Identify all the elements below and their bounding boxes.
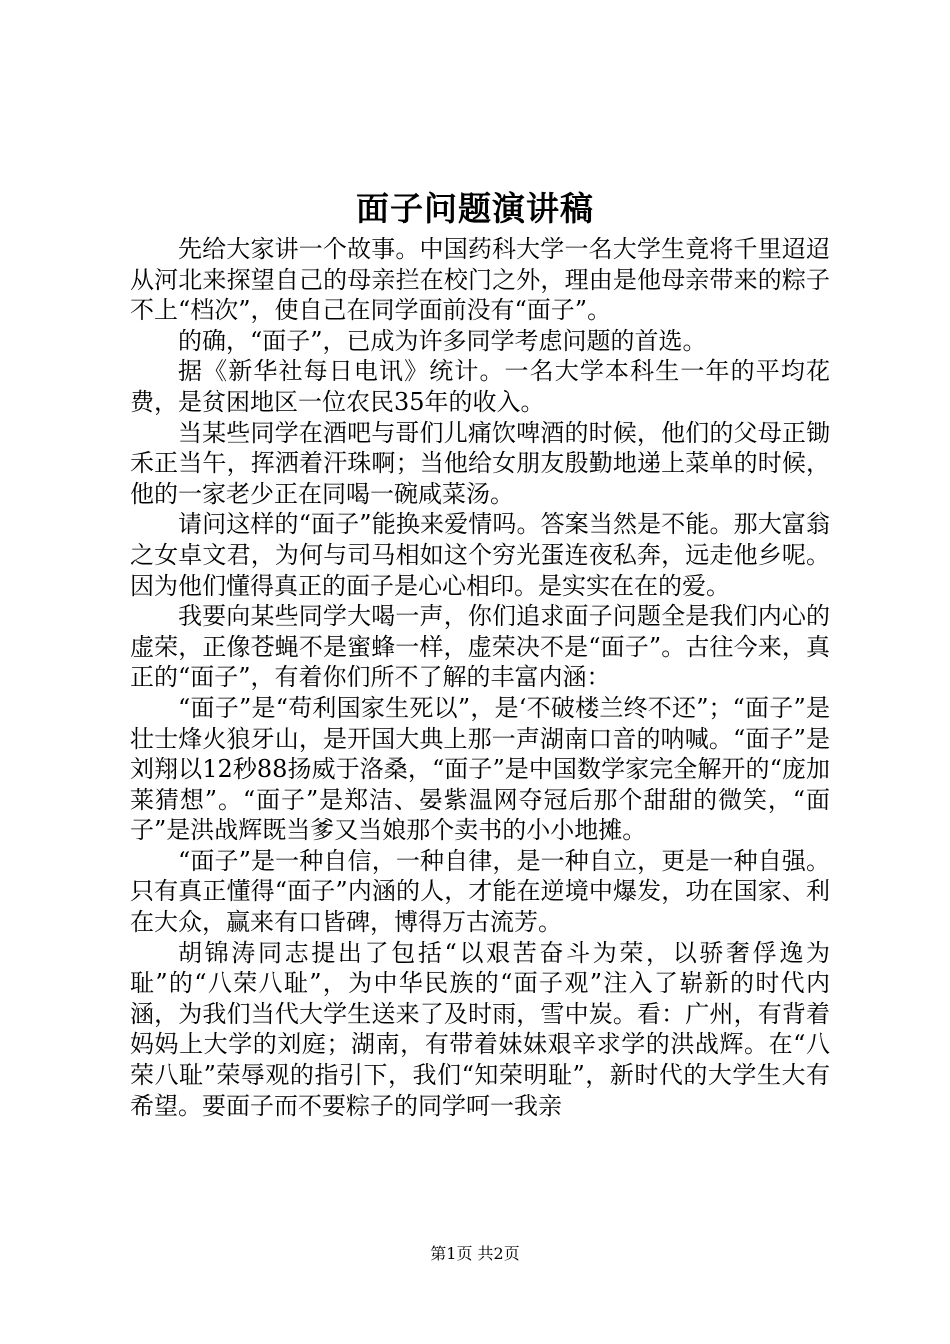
paragraph: “面子”是一种自信，一种自律，是一种自立，更是一种自强。只有真正懂得“面子”内涵的人，才能在逆境中爆发，功在国家、利在大众，赢来有口皆碑，博得万古流芳。 — [130, 846, 830, 937]
paragraph: 当某些同学在酒吧与哥们儿痛饮啤酒的时候，他们的父母正锄禾正当午，挥洒着汗珠啊；当他给女朋友殷勤地递上菜单的时候，他的一家老少正在同喝一碗咸菜汤。 — [130, 418, 830, 508]
paragraph: “面子”是“苟利国家生死以”，是‘不破楼兰终不还”；“面子”是壮士烽火狼牙山，是开国大典上那一声湖南口音的呐喊。“面子”是刘翔以12秒88扬威于洛桑，“面子”是中国数学家完全解开的“庞加莱猜想”。“面子”是郑洁、晏紫温网夺冠后那个甜甜的微笑，“面子”是洪战辉既当爹又当娘那个卖书的小小地摊。 — [130, 693, 830, 845]
document-body — [130, 234, 830, 1121]
paragraph: 先给大家讲一个故事。中国药科大学一名大学生竟将千里迢迢从河北来探望自己的母亲拦在校门之外，理由是他母亲带来的粽子不上“档次”，使自己在同学面前没有“面子”。 — [130, 235, 830, 325]
paragraph: 请问这样的“面子”能换来爱情吗。答案当然是不能。那大富翁之女卓文君，为何与司马相如这个穷光蛋连夜私奔，远走他乡呢。因为他们懂得真正的面子是心心相印。是实实在在的爱。 — [130, 510, 830, 600]
paragraph: 的确，“面子”，已成为许多同学考虑问题的首选。 — [178, 326, 707, 355]
document-title: 面子问题演讲稿 — [356, 189, 594, 228]
paragraph: 我要向某些同学大喝一声，你们追求面子问题全是我们内心的虚荣，正像苍蝇不是蜜蜂一样，虚荣决不是“面子”。古往今来，真正的“面子”，有着你们所不了解的丰富内涵： — [130, 602, 830, 692]
paragraph: 据《新华社每日电讯》统计。一名大学本科生一年的平均花费，是贫困地区一位农民35年的收入。 — [130, 357, 830, 416]
paragraph: 胡锦涛同志提出了包括“以艰苦奋斗为荣，以骄奢俘逸为耻”的“八荣八耻”，为中华民族的“面子观”注入了崭新的时代内涵，为我们当代大学生送来了及时雨，雪中炭。看：广州，有背着妈妈上大学的刘庭；湖南，有带着妹妹艰辛求学的洪战辉。在“八荣八耻”荣辱观的指引下，我们“知荣明耻”，新时代的大学生大有希望。要面子而不要粽子的同学呵一我亲 — [130, 938, 830, 1120]
page-number-footer: 第1页 共2页 — [430, 1244, 520, 1263]
